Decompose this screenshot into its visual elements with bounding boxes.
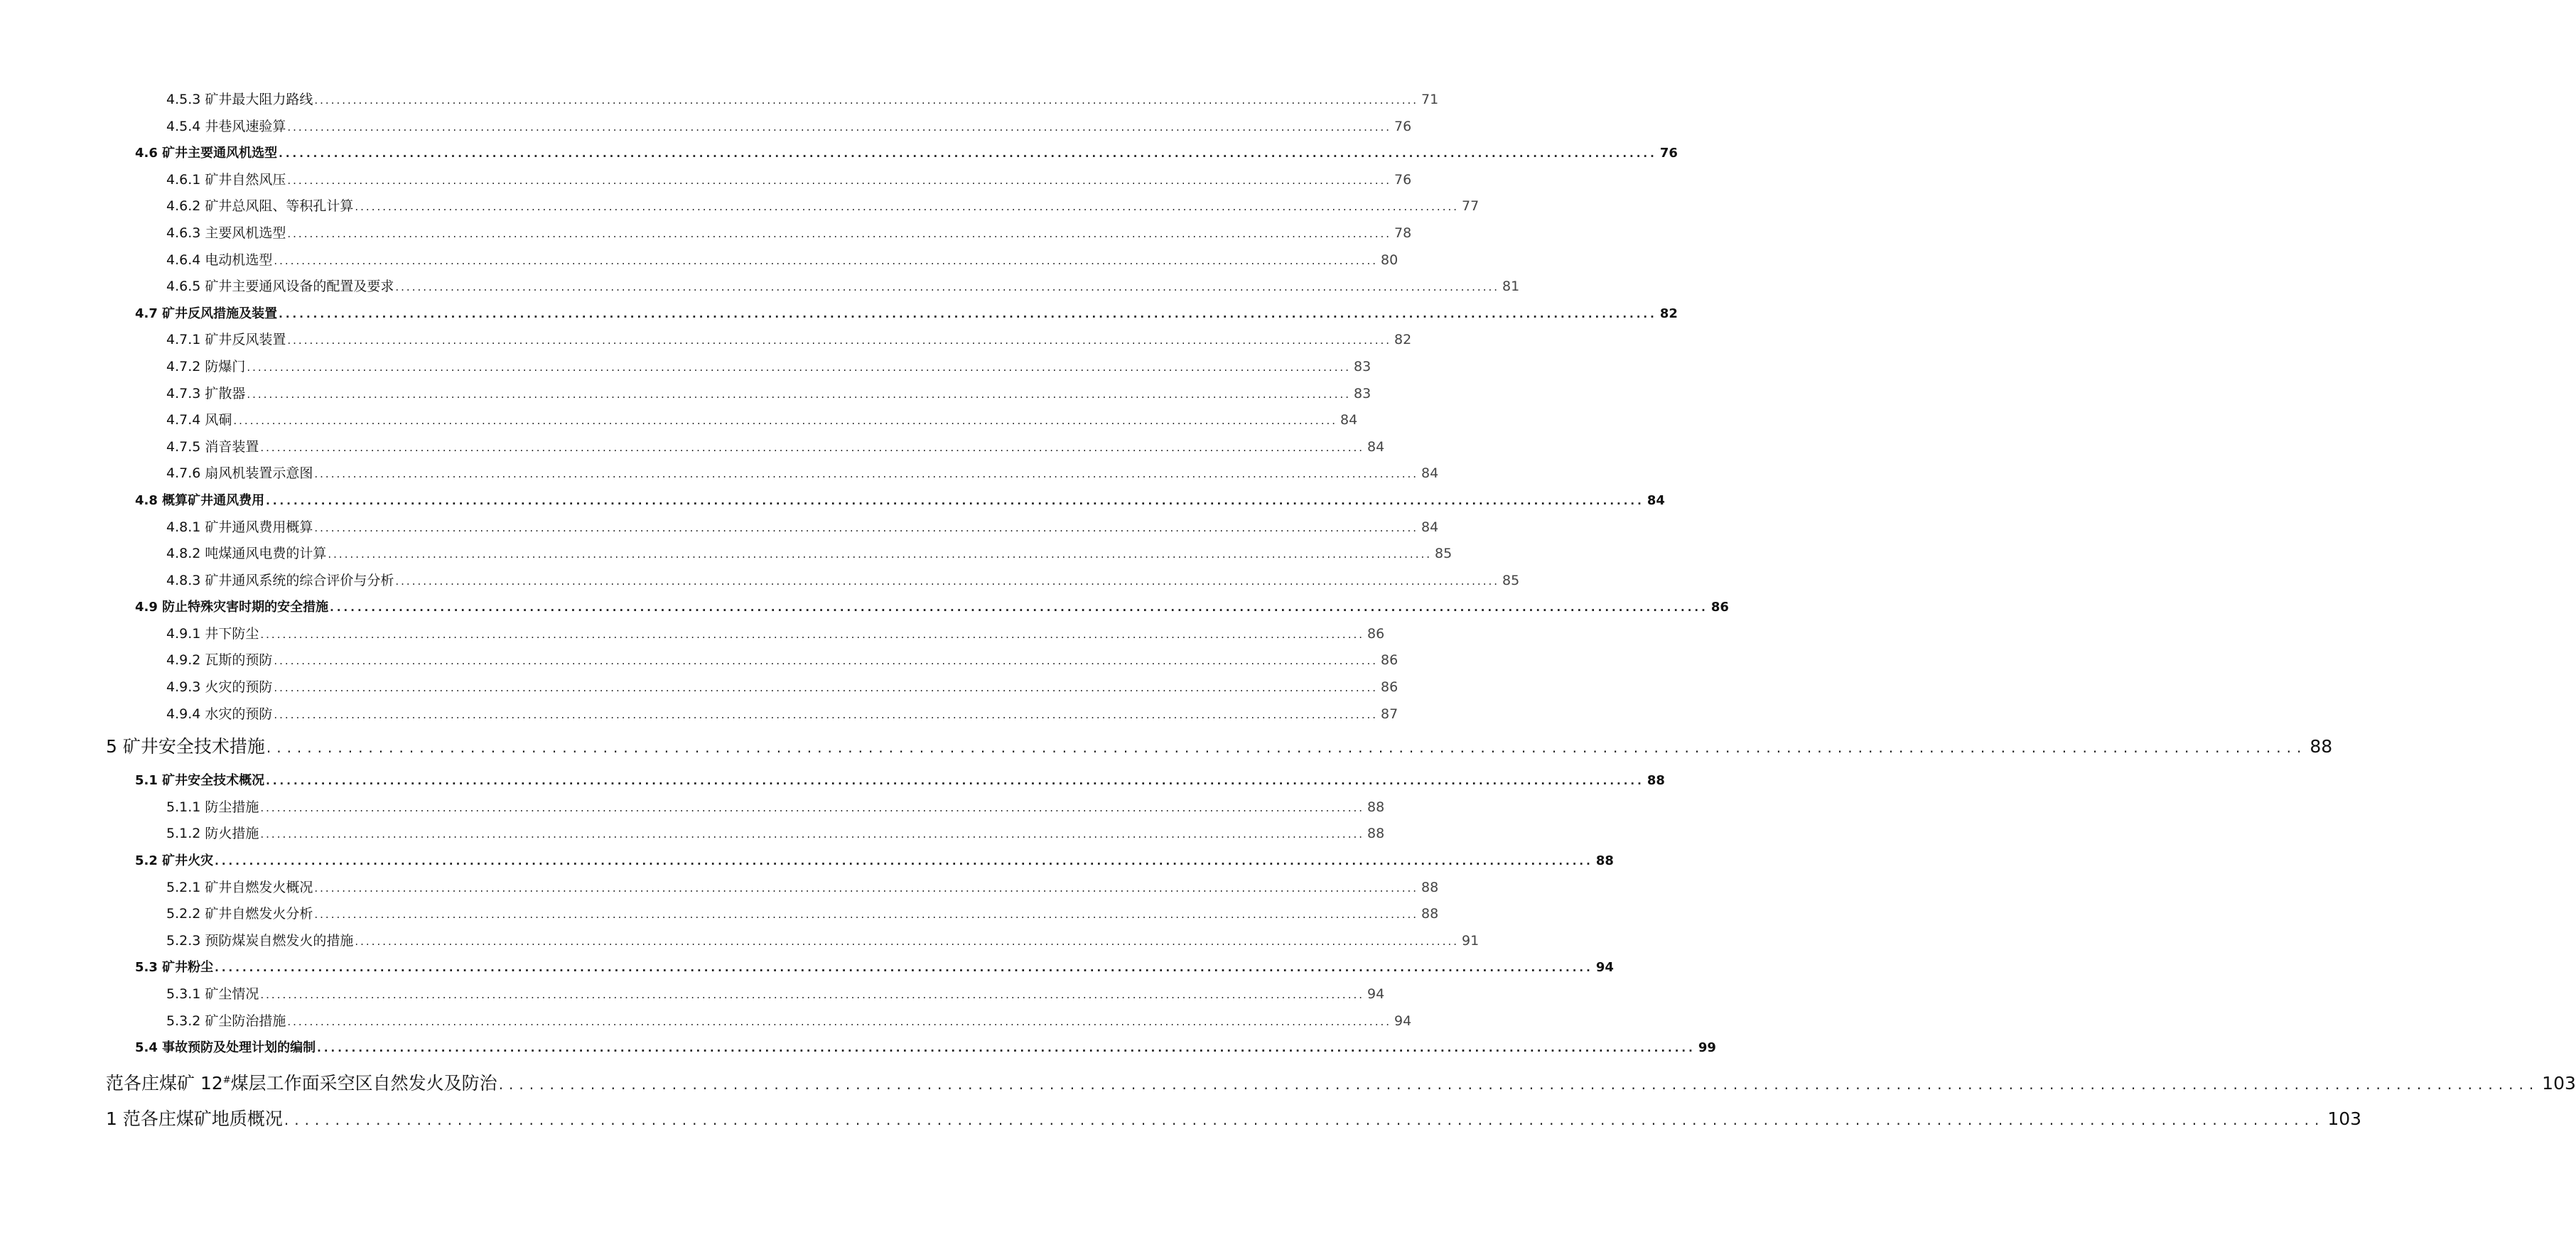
toc-entry-title: 5.3 矿井粉尘 bbox=[135, 960, 214, 976]
toc-page-number: 85 bbox=[1435, 546, 1453, 562]
toc-entry-title: 5.2.1 矿井自燃发火概况 bbox=[166, 879, 313, 895]
toc-page-number: 103 bbox=[2542, 1072, 2576, 1094]
toc-dot-leader: ........................................................................................................................................................................................................ bbox=[266, 739, 2307, 757]
toc-entry[interactable] bbox=[166, 981, 1385, 1008]
toc-entry[interactable] bbox=[166, 247, 1399, 274]
toc-page-number: 84 bbox=[1421, 465, 1439, 482]
toc-entry[interactable] bbox=[166, 327, 1412, 354]
toc-dot-leader: ........................................................................................................................................................................................................ bbox=[314, 521, 1419, 534]
toc-entry[interactable] bbox=[135, 140, 1678, 167]
toc-dot-leader: ........................................................................................................................................................................................................ bbox=[287, 227, 1392, 240]
toc-entry-title: 5 矿井安全技术措施 bbox=[106, 736, 265, 757]
toc-dot-leader: ........................................................................................................................................................................................................ bbox=[284, 1111, 2325, 1128]
toc-entry[interactable] bbox=[135, 594, 1729, 621]
toc-page-number: 84 bbox=[1647, 492, 1665, 508]
toc-page-number: 77 bbox=[1462, 198, 1480, 215]
toc-dot-leader: ........................................................................................................................................................................................................ bbox=[260, 627, 1365, 641]
toc-dot-leader: ........................................................................................................................................................................................................ bbox=[317, 1042, 1696, 1055]
toc-dot-leader: ........................................................................................................................................................................................................ bbox=[287, 1015, 1392, 1028]
toc-page-number: 83 bbox=[1354, 385, 1371, 401]
toc-entry[interactable] bbox=[106, 1063, 2576, 1098]
toc-entry[interactable] bbox=[166, 821, 1385, 848]
toc-page-number: 88 bbox=[1595, 853, 1614, 869]
toc-page-number: 99 bbox=[1698, 1040, 1716, 1056]
toc-page-number: 86 bbox=[1381, 679, 1399, 696]
toc-entry[interactable] bbox=[166, 354, 1371, 381]
toc-entry[interactable] bbox=[166, 87, 1439, 114]
toc-entry-title: 5.2 矿井火灾 bbox=[135, 853, 214, 869]
toc-page-number: 82 bbox=[1394, 332, 1412, 348]
toc-dot-leader: ........................................................................................................................................................................................................ bbox=[287, 120, 1392, 134]
toc-page-number: 94 bbox=[1595, 960, 1614, 976]
toc-entry-title: 4.9.3 火灾的预防 bbox=[166, 679, 273, 696]
toc-page-number: 86 bbox=[1710, 600, 1729, 615]
toc-page-number: 84 bbox=[1367, 438, 1385, 455]
toc-entry[interactable] bbox=[166, 1008, 1412, 1035]
toc-page-number: 82 bbox=[1659, 306, 1678, 321]
toc-entry[interactable] bbox=[166, 434, 1385, 461]
toc-entry-title: 4.6.1 矿井自然风压 bbox=[166, 171, 286, 188]
toc-page-number: 94 bbox=[1394, 1013, 1412, 1029]
toc-page-number: 88 bbox=[1421, 879, 1439, 895]
toc-page-number: 88 bbox=[1367, 799, 1385, 815]
toc-entry[interactable] bbox=[166, 701, 1399, 728]
toc-entry[interactable] bbox=[135, 487, 1665, 514]
toc-dot-leader: ........................................................................................................................................................................................................ bbox=[266, 774, 1644, 788]
toc-dot-leader: ........................................................................................................................................................................................................ bbox=[330, 601, 1708, 615]
toc-entry[interactable] bbox=[166, 794, 1385, 821]
toc-dot-leader: ........................................................................................................................................................................................................ bbox=[274, 708, 1379, 721]
toc-entry-title: 4.7.3 扩散器 bbox=[166, 385, 246, 401]
toc-entry[interactable] bbox=[166, 875, 1439, 902]
toc-dot-leader: ........................................................................................................................................................................................................ bbox=[274, 254, 1379, 267]
toc-dot-leader: ........................................................................................................................................................................................................ bbox=[274, 681, 1379, 695]
toc-entry[interactable] bbox=[166, 167, 1412, 194]
toc-page-number: 91 bbox=[1462, 932, 1480, 949]
toc-entry-title: 4.8.1 矿井通风费用概算 bbox=[166, 519, 313, 535]
toc-entry-title: 4.8.2 吨煤通风电费的计算 bbox=[166, 546, 327, 562]
toc-entry-title: 5.3.1 矿尘情况 bbox=[166, 986, 259, 1002]
toc-page-number: 86 bbox=[1367, 625, 1385, 642]
toc-page-number: 71 bbox=[1421, 92, 1439, 107]
toc-entry-title: 4.6.4 电动机选型 bbox=[166, 252, 273, 268]
toc-entry[interactable] bbox=[166, 674, 1399, 701]
toc-entry[interactable] bbox=[166, 274, 1520, 301]
toc-entry-title: 4.6.3 主要风机选型 bbox=[166, 225, 286, 241]
toc-entry[interactable] bbox=[135, 1035, 1716, 1062]
toc-entry-title: 5.3.2 矿尘防治措施 bbox=[166, 1013, 286, 1029]
toc-entry[interactable] bbox=[106, 1101, 2362, 1137]
toc-dot-leader: ........................................................................................................................................................................................................ bbox=[498, 1075, 2540, 1093]
toc-page-number: 88 bbox=[1367, 826, 1385, 842]
toc-page-number: 103 bbox=[2327, 1108, 2362, 1129]
toc-entry-title: 4.9.1 井下防尘 bbox=[166, 625, 259, 642]
toc-entry-title: 4.7.2 防爆门 bbox=[166, 358, 246, 374]
toc-entry[interactable] bbox=[166, 621, 1385, 648]
toc-entry[interactable] bbox=[166, 647, 1399, 674]
toc-entry-title: 4.6 矿井主要通风机选型 bbox=[135, 146, 278, 161]
toc-entry[interactable] bbox=[166, 220, 1412, 247]
toc-entry[interactable] bbox=[135, 954, 1614, 981]
toc-dot-leader: ........................................................................................................................................................................................................ bbox=[355, 934, 1460, 948]
toc-entry[interactable] bbox=[166, 568, 1520, 595]
toc-entry-title: 4.5.3 矿井最大阻力路线 bbox=[166, 92, 313, 107]
toc-dot-leader: ........................................................................................................................................................................................................ bbox=[314, 468, 1419, 481]
toc-page-number: 76 bbox=[1394, 171, 1412, 188]
toc-entry-title: 5.4 事故预防及处理计划的编制 bbox=[135, 1040, 316, 1056]
toc-entry[interactable] bbox=[166, 901, 1439, 928]
toc-entry-title: 5.2.3 预防煤炭自燃发火的措施 bbox=[166, 932, 354, 949]
toc-entry[interactable] bbox=[166, 114, 1412, 141]
toc-page-number: 86 bbox=[1381, 652, 1399, 669]
toc-page-number: 78 bbox=[1394, 225, 1412, 241]
toc-dot-leader: ........................................................................................................................................................................................................ bbox=[355, 200, 1460, 214]
toc-entry-title: 5.1 矿井安全技术概况 bbox=[135, 773, 265, 789]
toc-dot-leader: ........................................................................................................................................................................................................ bbox=[274, 654, 1379, 668]
toc-page-number: 81 bbox=[1502, 279, 1520, 295]
toc-entry[interactable] bbox=[106, 729, 2333, 765]
toc-entry-title: 4.9.2 瓦斯的预防 bbox=[166, 652, 273, 669]
toc-page-number: 76 bbox=[1659, 146, 1678, 161]
toc-page-number: 94 bbox=[1367, 986, 1385, 1002]
toc-dot-leader: ........................................................................................................................................................................................................ bbox=[247, 360, 1352, 374]
toc-page-number: 76 bbox=[1394, 118, 1412, 134]
toc-dot-leader: ........................................................................................................................................................................................................ bbox=[266, 494, 1644, 507]
toc-page-number: 88 bbox=[1647, 773, 1665, 789]
toc-page-number: 80 bbox=[1381, 252, 1399, 268]
toc-dot-leader: ........................................................................................................................................................................................................ bbox=[287, 173, 1392, 187]
toc-entry-title-superscript: # bbox=[222, 1074, 231, 1086]
toc-entry-title: 4.7.1 矿井反风装置 bbox=[166, 332, 286, 348]
table-of-contents bbox=[0, 87, 2576, 1140]
toc-entry-title: 4.6.2 矿井总风阻、等积孔计算 bbox=[166, 198, 354, 215]
toc-entry[interactable] bbox=[166, 407, 1358, 434]
toc-entry[interactable] bbox=[135, 767, 1665, 794]
toc-dot-leader: ........................................................................................................................................................................................................ bbox=[247, 387, 1352, 401]
toc-page-number: 88 bbox=[2310, 736, 2333, 757]
toc-entry-title: 4.7.5 消音装置 bbox=[166, 438, 259, 455]
toc-entry-title: 4.7.6 扇风机装置示意图 bbox=[166, 465, 313, 482]
toc-dot-leader: ........................................................................................................................................................................................................ bbox=[279, 147, 1657, 161]
toc-dot-leader: ........................................................................................................................................................................................................ bbox=[395, 574, 1500, 588]
toc-entry-title: 4.7.4 风硐 bbox=[166, 412, 232, 428]
toc-dot-leader: ........................................................................................................................................................................................................ bbox=[260, 801, 1365, 814]
toc-page-number: 88 bbox=[1421, 906, 1439, 922]
toc-entry-title: 5.2.2 矿井自燃发火分析 bbox=[166, 906, 313, 922]
toc-page-number: 87 bbox=[1381, 706, 1399, 722]
toc-dot-leader: ........................................................................................................................................................................................................ bbox=[260, 988, 1365, 1001]
toc-entry[interactable] bbox=[135, 848, 1614, 875]
toc-dot-leader: ........................................................................................................................................................................................................ bbox=[233, 414, 1338, 428]
toc-entry[interactable] bbox=[166, 541, 1453, 568]
toc-page-number: 84 bbox=[1340, 412, 1358, 428]
toc-entry-title: 4.8 概算矿井通风费用 bbox=[135, 492, 265, 508]
toc-dot-leader: ........................................................................................................................................................................................................ bbox=[215, 855, 1593, 868]
toc-entry-title: 5.1.1 防尘措施 bbox=[166, 799, 259, 815]
toc-page-number: 85 bbox=[1502, 572, 1520, 588]
toc-entry[interactable] bbox=[166, 514, 1439, 541]
toc-page-number: 84 bbox=[1421, 519, 1439, 535]
toc-entry-title: 4.9.4 水灾的预防 bbox=[166, 706, 273, 722]
toc-dot-leader: ........................................................................................................................................................................................................ bbox=[395, 281, 1500, 294]
toc-page-number: 83 bbox=[1354, 358, 1371, 374]
toc-entry-title: 4.9 防止特殊灾害时期的安全措施 bbox=[135, 600, 329, 615]
toc-entry[interactable] bbox=[166, 928, 1480, 955]
toc-dot-leader: ........................................................................................................................................................................................................ bbox=[314, 94, 1419, 107]
toc-entry-title: 4.6.5 矿井主要通风设备的配置及要求 bbox=[166, 279, 394, 295]
toc-entry-title: 4.7 矿井反风措施及装置 bbox=[135, 306, 278, 321]
toc-dot-leader: ........................................................................................................................................................................................................ bbox=[328, 548, 1433, 561]
toc-entry-title: 5.1.2 防火措施 bbox=[166, 826, 259, 842]
toc-dot-leader: ........................................................................................................................................................................................................ bbox=[260, 441, 1365, 454]
toc-entry[interactable] bbox=[135, 301, 1678, 328]
toc-entry[interactable] bbox=[166, 460, 1439, 487]
toc-dot-leader: ........................................................................................................................................................................................................ bbox=[314, 881, 1419, 895]
toc-entry[interactable] bbox=[166, 381, 1371, 408]
toc-dot-leader: ........................................................................................................................................................................................................ bbox=[287, 334, 1392, 347]
toc-dot-leader: ........................................................................................................................................................................................................ bbox=[215, 961, 1593, 975]
toc-dot-leader: ........................................................................................................................................................................................................ bbox=[314, 908, 1419, 922]
toc-entry-title: 4.5.4 井巷风速验算 bbox=[166, 118, 286, 134]
toc-dot-leader: ........................................................................................................................................................................................................ bbox=[260, 828, 1365, 841]
toc-entry-title: 范各庄煤矿 12#煤层工作面采空区自然发火及防治 bbox=[106, 1072, 497, 1094]
toc-entry[interactable] bbox=[166, 193, 1480, 220]
toc-dot-leader: ........................................................................................................................................................................................................ bbox=[279, 307, 1657, 320]
toc-entry-title: 4.8.3 矿井通风系统的综合评价与分析 bbox=[166, 572, 394, 588]
toc-entry-title: 1 范各庄煤矿地质概况 bbox=[106, 1108, 283, 1129]
